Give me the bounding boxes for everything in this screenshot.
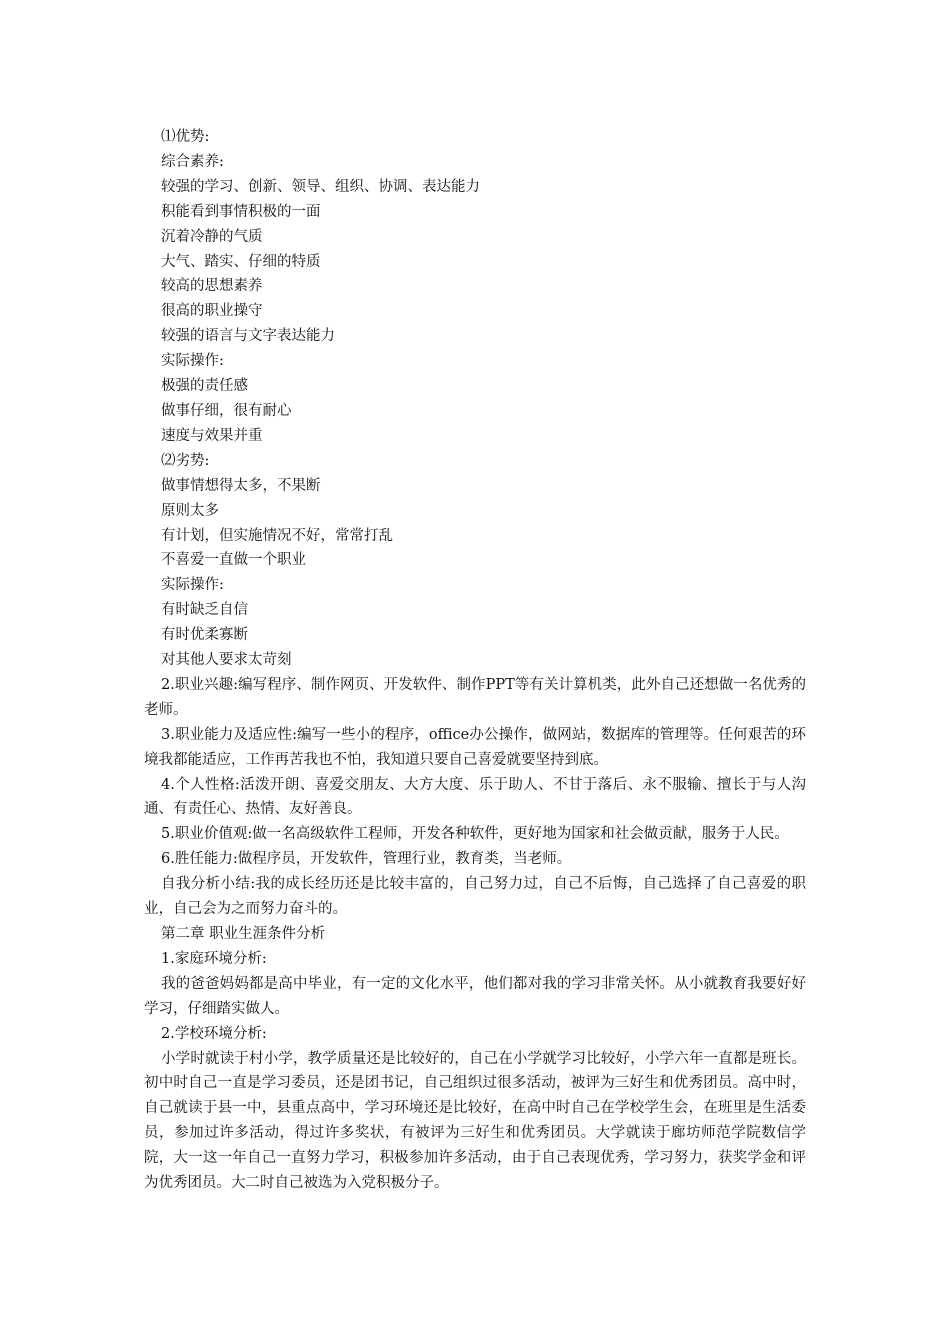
composite-item: 大气、踏实、仔细的特质 <box>161 253 321 270</box>
weakness-item: 有计划，但实施情况不好，常常打乱 <box>161 527 393 544</box>
composite-heading: 综合素养: <box>161 153 224 170</box>
family-paragraph: 我的爸爸妈妈都是高中毕业，有一定的文化水平，他们都对我的学习非常关怀。从小就教育我要好好学习，仔细踏实做人。 <box>144 975 806 1017</box>
composite-item: 较强的学习、创新、领导、组织、协调、表达能力 <box>161 178 480 195</box>
career-values-paragraph: 5.职业价值观:做一名高级软件工程师，开发各种软件，更好地为国家和社会做贡献，服务于人民。 <box>161 826 789 843</box>
weakness-item: 不喜爱一直做一个职业 <box>161 552 306 569</box>
composite-item: 较高的思想素养 <box>161 278 263 295</box>
practical-item: 对其他人要求太苛刻 <box>161 652 292 669</box>
composite-item: 很高的职业操守 <box>161 303 263 320</box>
chapter-title: 第二章 职业生涯条件分析 <box>161 926 326 942</box>
practical-item: 有时缺乏自信 <box>161 602 248 619</box>
family-heading: 1.家庭环境分析: <box>161 950 267 967</box>
school-heading: 2.学校环境分析: <box>161 1025 267 1042</box>
self-analysis-summary: 自我分析小结:我的成长经历还是比较丰富的，自己努力过，自己不后悔，自己选择了自己喜爱的职业，自己会为之而努力奋斗的。 <box>144 876 806 918</box>
practical-item: 极强的责任感 <box>161 378 248 395</box>
career-ability-paragraph: 3.职业能力及适应性:编写一些小的程序，office办公操作，做网站，数据库的管理等。任何艰苦的环境我都能适应，工作再苦我也不怕，我知道只要自己喜爱就要坚持到底。 <box>144 726 806 768</box>
practical-item: 做事仔细，很有耐心 <box>161 402 292 419</box>
weakness-item: 原则太多 <box>161 502 219 519</box>
document-body <box>144 125 806 1196</box>
weaknesses-heading: ⑵劣势: <box>161 452 210 469</box>
career-interest-paragraph: 2.职业兴趣:编写程序、制作网页、开发软件、制作PPT等有关计算机类，此外自己还想做一名优秀的老师。 <box>144 676 806 718</box>
personality-paragraph: 4.个人性格:活泼开朗、喜爱交朋友、大方大度、乐于助人、不甘于落后、永不服输、擅长于与人沟通、有责任心、热情、友好善良。 <box>144 776 806 818</box>
competence-paragraph: 6.胜任能力:做程序员，开发软件，管理行业，教育类，当老师。 <box>161 851 572 868</box>
composite-item: 较强的语言与文字表达能力 <box>161 328 335 345</box>
practical-item: 速度与效果并重 <box>161 427 263 444</box>
practical-heading: 实际操作: <box>161 577 224 594</box>
strengths-heading: ⑴优势: <box>161 129 210 145</box>
composite-item: 积能看到事情积极的一面 <box>161 203 321 220</box>
composite-item: 沉着冷静的气质 <box>161 228 263 245</box>
weakness-item: 做事情想得太多，不果断 <box>161 477 321 494</box>
school-paragraph: 小学时就读于村小学，教学质量还是比较好的，自己在小学就学习比较好，小学六年一直都是班长。初中时自己一直是学习委员，还是团书记，自己组织过很多活动，被评为三好生和优秀团员。高中时，自己就读于县一中，县重点高中，学习环境还是比较好，在高中时自己在学校学生会，在班里是生活委员，参加过许多活动，得过许多奖状，有被评为三好生和优秀团员。大学就读于廊坊师范学院数信学院，大一这一年自己一直努力学习，积极参加许多活动，由于自己表现优秀，学习努力，获奖学金和评为优秀团员。大二时自己被选为入党积极分子。 <box>144 1050 806 1192</box>
practical-item: 有时优柔寡断 <box>161 627 248 644</box>
practical-heading: 实际操作: <box>161 353 224 370</box>
